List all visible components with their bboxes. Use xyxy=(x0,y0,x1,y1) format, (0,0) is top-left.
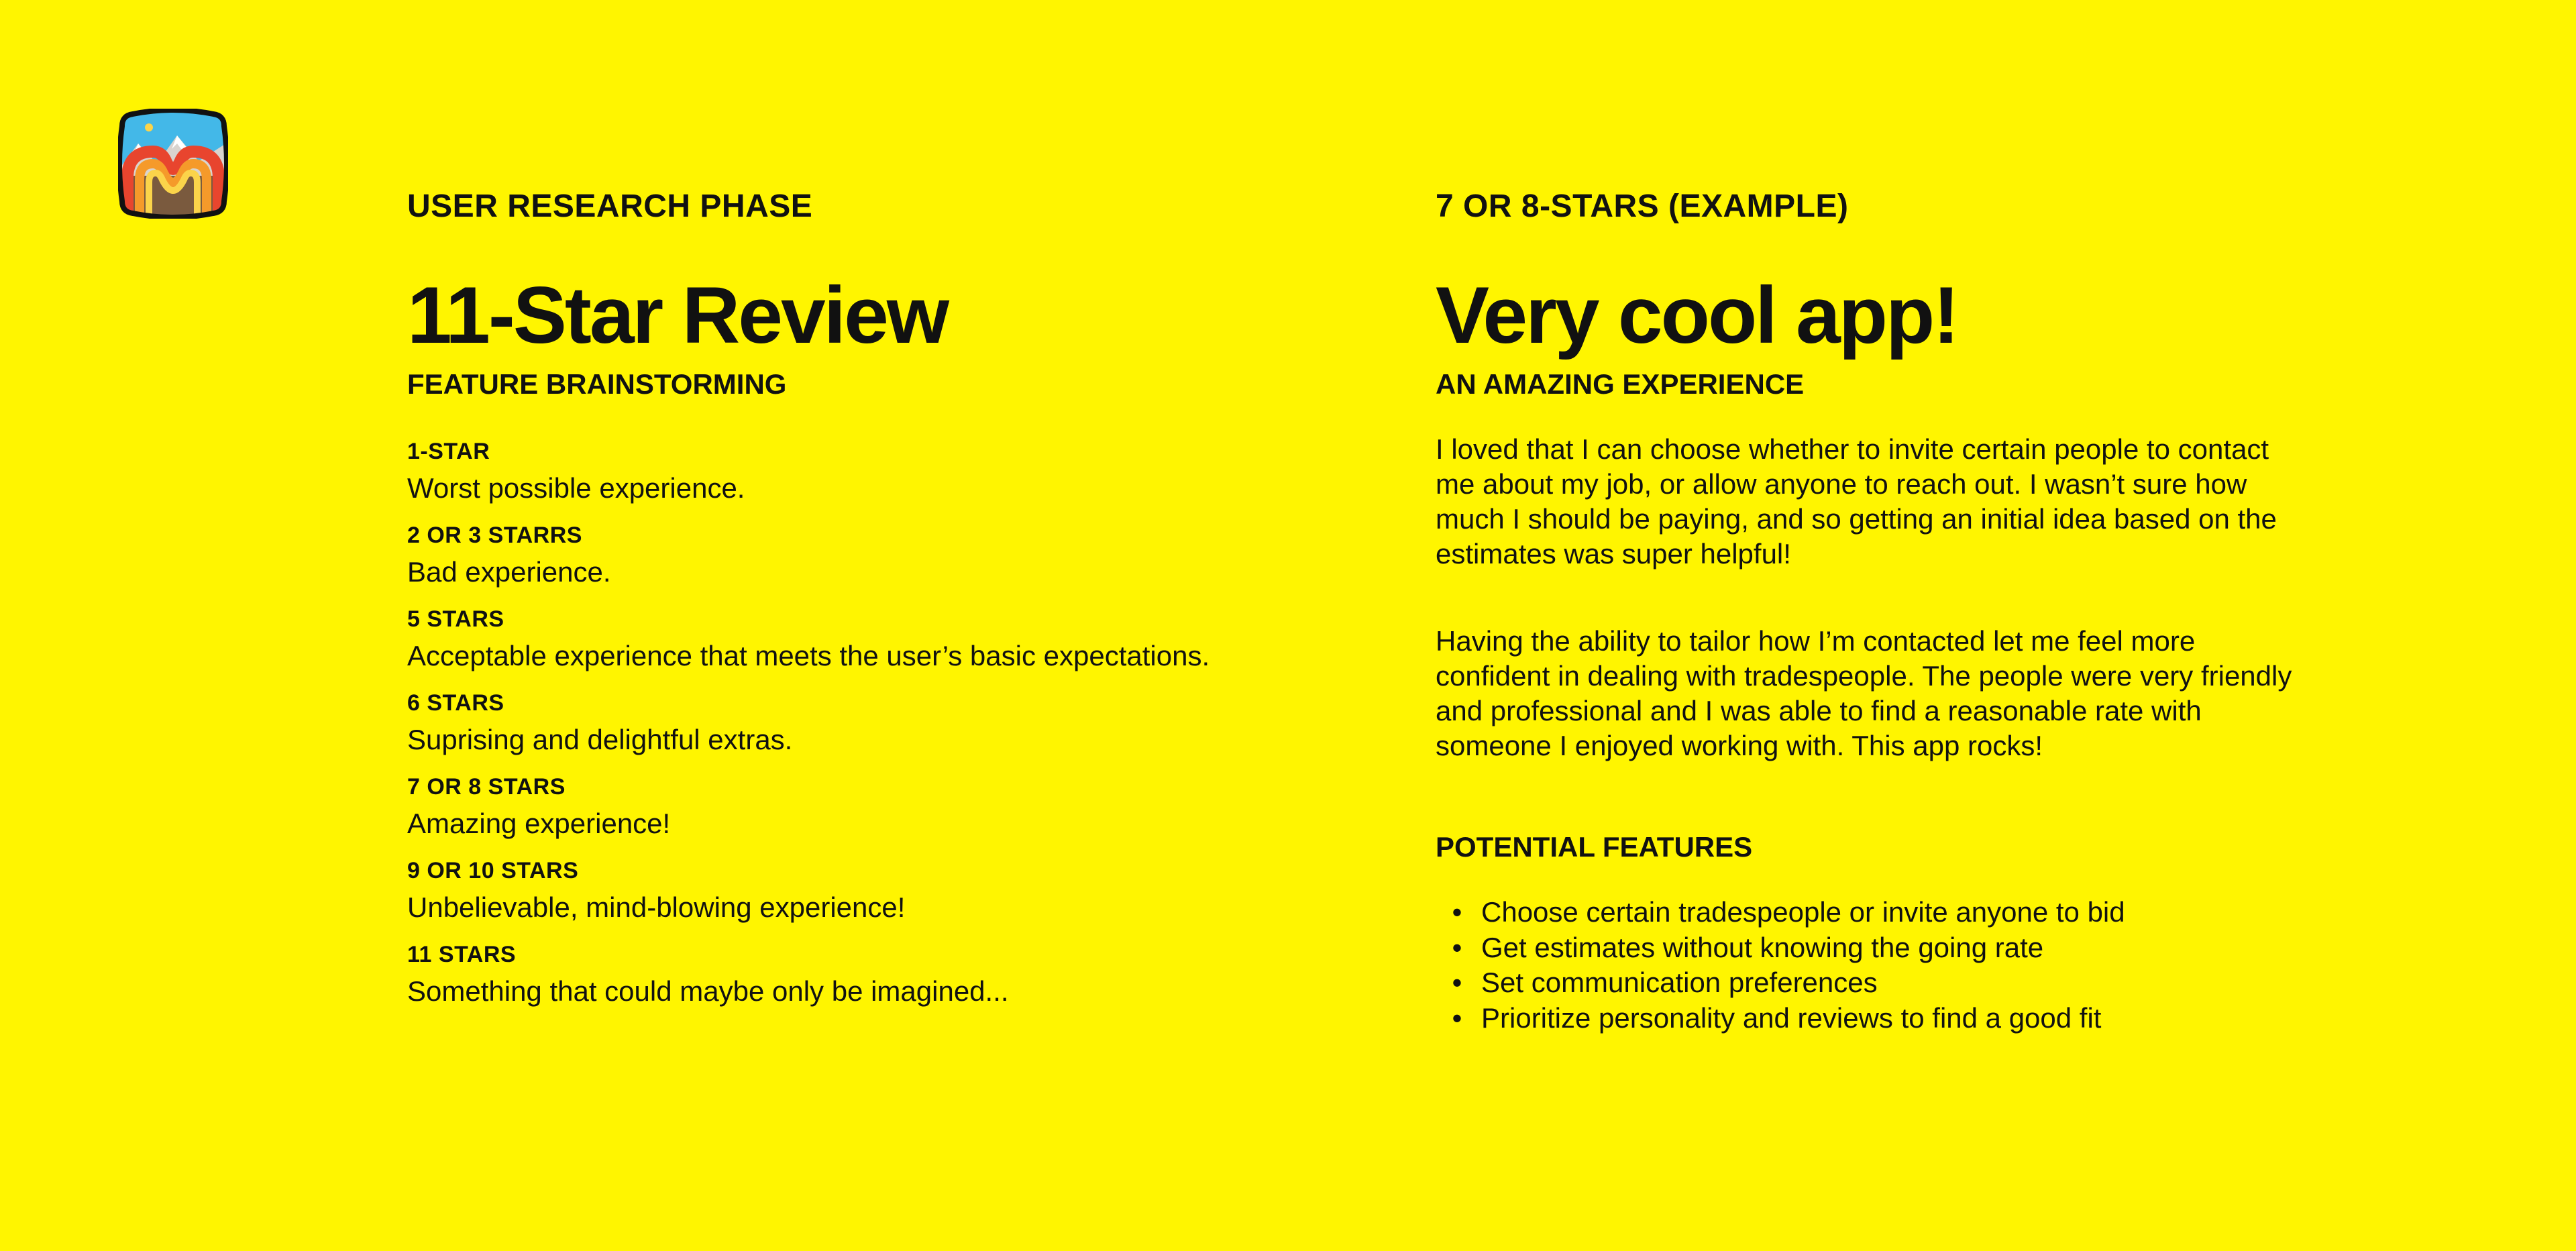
feature-text: Prioritize personality and reviews to find a good fit xyxy=(1481,1001,2102,1034)
rating-description: Worst possible experience. xyxy=(407,472,745,504)
feature-text: Get estimates without knowing the going rate xyxy=(1481,931,2044,963)
feature-text: Set communication preferences xyxy=(1481,967,1878,998)
review-paragraph xyxy=(1436,432,2294,572)
potential-features-list xyxy=(1450,895,2322,1036)
rating-description: Suprising and delightful extras. xyxy=(407,724,793,755)
features-heading: POTENTIAL FEATURES xyxy=(1436,831,1753,863)
rating-item xyxy=(407,854,1346,938)
feature-list-item xyxy=(1450,895,2322,930)
rating-label: 7 OR 8 STARS xyxy=(407,774,566,800)
rating-description: Something that could maybe only be imagined... xyxy=(407,975,1009,1007)
rating-label: 6 STARS xyxy=(407,690,504,716)
app-logo-icon xyxy=(118,109,228,219)
bullet-icon: • xyxy=(1452,1001,1462,1034)
section-subhead: AN AMAZING EXPERIENCE xyxy=(1436,368,1805,400)
rating-item xyxy=(407,602,1346,686)
review-text: I loved that I can choose whether to invite certain people to contact me about my job, or allow anyone to reach out. I wasn’t sure how much I should be paying, and so getting an initial idea based on the estimates was super helpful! xyxy=(1436,433,2277,569)
review-text: Having the ability to tailor how I’m contacted let me feel more confident in dealing with tradespeople. The people were very friendly and professional and I was able to find a reasonable rate with someone I enjoyed working with. This app rocks! xyxy=(1436,625,2292,761)
rating-description: Amazing experience! xyxy=(407,808,671,839)
rating-label: 11 STARS xyxy=(407,942,517,967)
review-title: Very cool app! xyxy=(1436,270,1958,360)
rating-item xyxy=(407,435,1346,519)
bullet-icon: • xyxy=(1452,896,1462,928)
rating-label: 1-STAR xyxy=(407,439,490,464)
section-eyebrow: USER RESEARCH PHASE xyxy=(407,188,813,224)
rating-item xyxy=(407,938,1346,1022)
rating-item xyxy=(407,686,1346,770)
rating-item xyxy=(407,519,1346,602)
rating-label: 2 OR 3 STARRS xyxy=(407,523,582,548)
page-title: 11-Star Review xyxy=(407,270,948,360)
rating-label: 9 OR 10 STARS xyxy=(407,858,579,883)
review-paragraph xyxy=(1436,624,2294,763)
bullet-icon: • xyxy=(1452,931,1462,963)
feature-list-item xyxy=(1450,965,2322,1001)
bullet-icon: • xyxy=(1452,967,1462,998)
rating-item xyxy=(407,770,1346,854)
feature-text: Choose certain tradespeople or invite anyone to bid xyxy=(1481,896,2125,928)
feature-list-item xyxy=(1450,1001,2322,1036)
rating-description: Unbelievable, mind-blowing experience! xyxy=(407,891,906,923)
rating-description: Acceptable experience that meets the user’s basic expectations. xyxy=(407,640,1210,671)
rating-description: Bad experience. xyxy=(407,556,611,588)
rating-label: 5 STARS xyxy=(407,606,504,632)
star-rating-list xyxy=(407,435,1346,1022)
section-subhead: FEATURE BRAINSTORMING xyxy=(407,368,787,400)
feature-list-item xyxy=(1450,930,2322,966)
section-eyebrow: 7 OR 8-STARS (EXAMPLE) xyxy=(1436,188,1849,224)
